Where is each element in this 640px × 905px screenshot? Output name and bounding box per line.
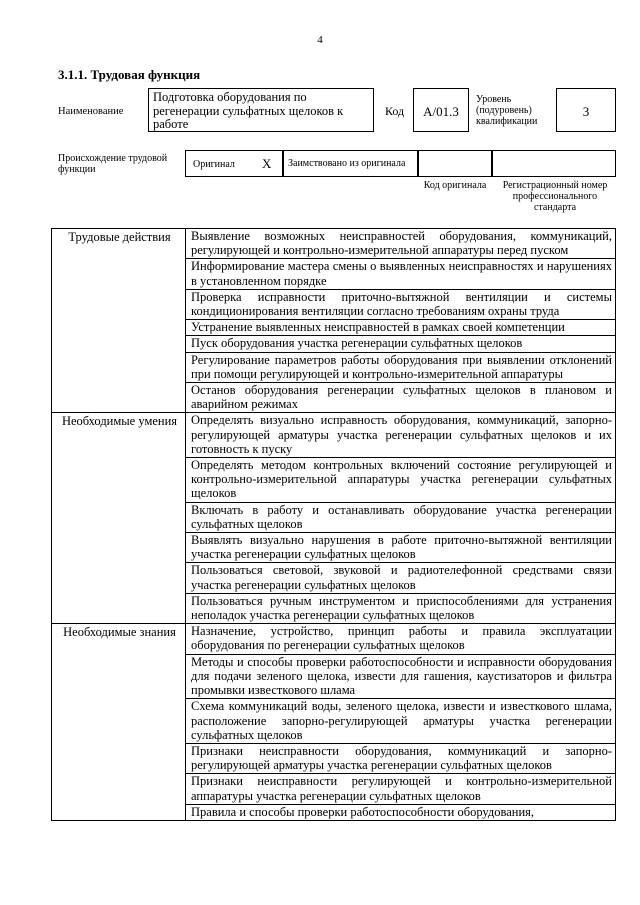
item-cell: Пользоваться ручным инструментом и приспособлениями для устранения неполадок участка регенерации сульфатных щелоков xyxy=(186,593,616,623)
item-cell: Определять визуально исправность оборудования, коммуникаций, запорно-регулирующей арматуры участка регенерации сульфатных щелоков и их готовность к пуску xyxy=(186,413,616,458)
original-mark: Х xyxy=(262,156,272,171)
borrowed-cell xyxy=(283,150,418,177)
code-label: Код xyxy=(385,104,405,118)
table-row xyxy=(52,229,616,259)
original-label: Оригинал xyxy=(193,159,235,170)
borrowed-label: Заимствовано из оригинала xyxy=(288,158,406,169)
name-label: Наименование xyxy=(58,106,124,117)
item-cell: Определять методом контрольных включений состояние регулирующей и контрольно-измерительной аппаратуры участка регенерации сульфатных щелоков xyxy=(186,458,616,503)
name-value: Подготовка оборудования по регенерации сульфатных щелоков к работе xyxy=(148,88,374,132)
item-cell: Выявление возможных неисправностей оборудования, коммуникаций, регулирующей и контрольно-измерительной аппаратуры перед пуском xyxy=(186,229,616,259)
code-value: А/01.3 xyxy=(413,88,469,132)
registration-number-cell xyxy=(492,150,616,177)
item-cell: Останов оборудования регенерации сульфатных щелоков в плановом и аварийном режимах xyxy=(186,383,616,413)
item-cell: Устранение выявленных неисправностей в рамках своей компетенции xyxy=(186,320,616,336)
item-cell: Информирование мастера смены о выявленных неисправностях и нарушениях в установленном порядке xyxy=(186,259,616,289)
item-cell: Методы и способы проверки работоспособности и исправности оборудования для подачи зеленого щелока, извести для гашения, каустизаторов и фильтра промывки известкового шлама xyxy=(186,654,616,699)
item-cell: Признаки неисправности оборудования, коммуникаций и запорно-регулирующей арматуры участка регенерации сульфатных щелоков xyxy=(186,743,616,773)
item-cell: Проверка исправности приточно-вытяжной вентиляции и системы кондиционирования вентиляции согласно требованиям охраны труда xyxy=(186,289,616,319)
category-cell: Трудовые действия xyxy=(52,229,186,413)
level-value: 3 xyxy=(556,88,616,132)
original-code-cell xyxy=(418,150,492,177)
code-caption: Код оригинала xyxy=(423,180,487,191)
table-row xyxy=(52,624,616,654)
table-row xyxy=(52,413,616,458)
origin-label: Происхождение трудовой функции xyxy=(58,153,168,175)
item-cell: Признаки неисправности регулирующей и контрольно-измерительной аппаратуры участка регенерации сульфатных щелоков xyxy=(186,774,616,804)
section-title: 3.1.1. Трудовая функция xyxy=(58,67,201,82)
category-cell: Необходимые знания xyxy=(52,624,186,821)
item-cell: Назначение, устройство, принцип работы и правила эксплуатации оборудования по регенерации сульфатных щелоков xyxy=(186,624,616,654)
function-details-table xyxy=(51,228,616,821)
item-cell: Правила и способы проверки работоспособности оборудования, xyxy=(186,804,616,820)
item-cell: Регулирование параметров работы оборудования при выявлении отклонений при помощи регулирующей и контрольно-измерительной аппаратуры xyxy=(186,352,616,382)
item-cell: Выявлять визуально нарушения в работе приточно-вытяжной вентиляции участка регенерации сульфатных щелоков xyxy=(186,533,616,563)
level-label: Уровень (подуровень) квалификации xyxy=(476,94,538,127)
item-cell: Пуск оборудования участка регенерации сульфатных щелоков xyxy=(186,336,616,352)
reg-caption: Регистрационный номер профессионального стандарта xyxy=(502,180,608,213)
item-cell: Включать в работу и останавливать оборудование участка регенерации сульфатных щелоков xyxy=(186,502,616,532)
item-cell: Схема коммуникаций воды, зеленого щелока, извести и известкового шлама, расположение запорно-регулирующей арматуры участка регенерации сульфатных щелоков xyxy=(186,699,616,744)
page-number: 4 xyxy=(317,34,323,46)
original-cell xyxy=(185,150,283,177)
item-cell: Пользоваться световой, звуковой и радиотелефонной средствами связи участка регенерации сульфатных щелоков xyxy=(186,563,616,593)
category-cell: Необходимые умения xyxy=(52,413,186,624)
